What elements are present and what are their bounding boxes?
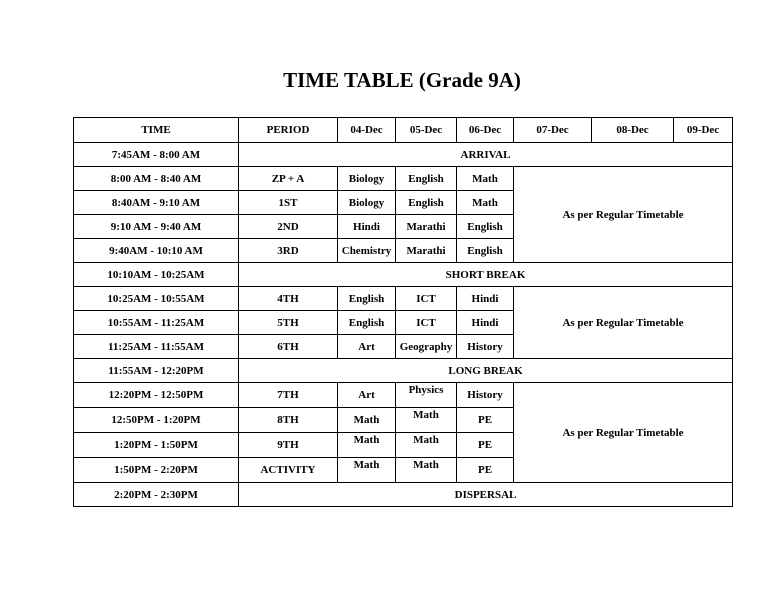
subject-cell: Hindi: [457, 287, 514, 311]
time-cell: 7:45AM - 8:00 AM: [74, 143, 239, 167]
subject-cell: English: [338, 287, 396, 311]
time-cell: 9:10 AM - 9:40 AM: [74, 215, 239, 239]
period-cell: ZP + A: [239, 167, 338, 191]
period-cell: 8TH: [239, 408, 338, 433]
subject-cell: Biology: [338, 191, 396, 215]
event-cell: ARRIVAL: [239, 143, 733, 167]
time-cell: 2:20PM - 2:30PM: [74, 483, 239, 507]
subject-cell: English: [396, 191, 457, 215]
table-row: [74, 287, 733, 311]
subject-cell: History: [457, 335, 514, 359]
regular-timetable-note: As per Regular Timetable: [514, 167, 733, 263]
table-row: [74, 483, 733, 507]
time-cell: 10:10AM - 10:25AM: [74, 263, 239, 287]
header-time: TIME: [74, 118, 239, 143]
period-cell: 3RD: [239, 239, 338, 263]
subject-cell: Geography: [396, 335, 457, 359]
subject-cell: Physics: [396, 383, 457, 408]
period-cell: 4TH: [239, 287, 338, 311]
period-cell: 6TH: [239, 335, 338, 359]
time-cell: 11:25AM - 11:55AM: [74, 335, 239, 359]
time-cell: 10:55AM - 11:25AM: [74, 311, 239, 335]
header-date: 09-Dec: [674, 118, 733, 143]
period-cell: 1ST: [239, 191, 338, 215]
subject-cell: ICT: [396, 311, 457, 335]
subject-cell: English: [396, 167, 457, 191]
subject-cell: Math: [338, 433, 396, 458]
header-date: 06-Dec: [457, 118, 514, 143]
subject-cell: Math: [396, 433, 457, 458]
table-row: [74, 383, 733, 408]
period-cell: 7TH: [239, 383, 338, 408]
time-cell: 10:25AM - 10:55AM: [74, 287, 239, 311]
header-date: 08-Dec: [592, 118, 674, 143]
time-cell: 1:20PM - 1:50PM: [74, 433, 239, 458]
subject-cell: Math: [338, 408, 396, 433]
subject-cell: Marathi: [396, 215, 457, 239]
subject-cell: Hindi: [457, 311, 514, 335]
subject-cell: History: [457, 383, 514, 408]
header-row: [74, 118, 733, 143]
subject-cell: Chemistry: [338, 239, 396, 263]
table-row: [74, 359, 733, 383]
page-title: TIME TABLE (Grade 9A): [283, 68, 521, 92]
subject-cell: PE: [457, 433, 514, 458]
subject-cell: English: [457, 215, 514, 239]
header-date: 04-Dec: [338, 118, 396, 143]
time-cell: 8:40AM - 9:10 AM: [74, 191, 239, 215]
subject-cell: Biology: [338, 167, 396, 191]
subject-cell: Marathi: [396, 239, 457, 263]
time-cell: 8:00 AM - 8:40 AM: [74, 167, 239, 191]
subject-cell: ICT: [396, 287, 457, 311]
subject-cell: English: [457, 239, 514, 263]
subject-cell: Math: [457, 167, 514, 191]
time-cell: 11:55AM - 12:20PM: [74, 359, 239, 383]
event-cell: SHORT BREAK: [239, 263, 733, 287]
subject-cell: Math: [457, 191, 514, 215]
period-cell: ACTIVITY: [239, 458, 338, 483]
time-cell: 9:40AM - 10:10 AM: [74, 239, 239, 263]
timetable: [73, 117, 733, 507]
regular-timetable-note: As per Regular Timetable: [514, 383, 733, 483]
subject-cell: PE: [457, 458, 514, 483]
subject-cell: Art: [338, 383, 396, 408]
header-date: 07-Dec: [514, 118, 592, 143]
subject-cell: Math: [396, 408, 457, 433]
table-row: [74, 167, 733, 191]
period-cell: 2ND: [239, 215, 338, 239]
table-row: [74, 143, 733, 167]
period-cell: 9TH: [239, 433, 338, 458]
time-cell: 1:50PM - 2:20PM: [74, 458, 239, 483]
subject-cell: Art: [338, 335, 396, 359]
subject-cell: Math: [338, 458, 396, 483]
subject-cell: English: [338, 311, 396, 335]
regular-timetable-note: As per Regular Timetable: [514, 287, 733, 359]
event-cell: LONG BREAK: [239, 359, 733, 383]
subject-cell: PE: [457, 408, 514, 433]
period-cell: 5TH: [239, 311, 338, 335]
event-cell: DISPERSAL: [239, 483, 733, 507]
subject-cell: Hindi: [338, 215, 396, 239]
table-row: [74, 263, 733, 287]
time-cell: 12:20PM - 12:50PM: [74, 383, 239, 408]
header-date: 05-Dec: [396, 118, 457, 143]
subject-cell: Math: [396, 458, 457, 483]
header-period: PERIOD: [239, 118, 338, 143]
time-cell: 12:50PM - 1:20PM: [74, 408, 239, 433]
